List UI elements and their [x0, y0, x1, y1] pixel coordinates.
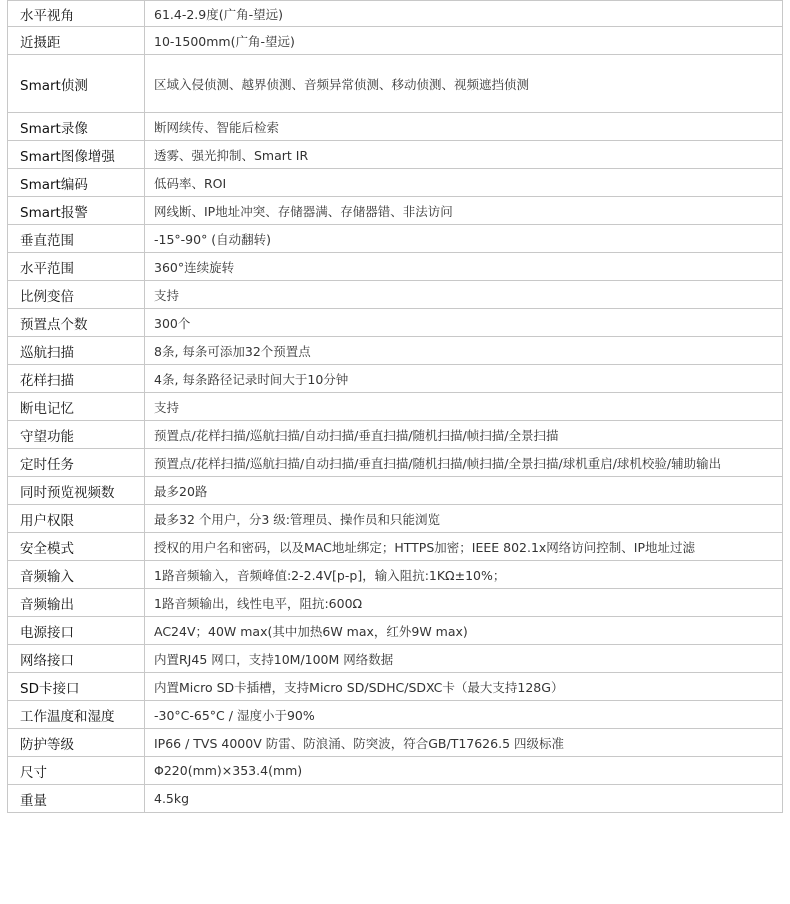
row-label: 音频输入	[8, 561, 145, 589]
row-label: 定时任务	[8, 449, 145, 477]
row-label: Smart图像增强	[8, 141, 145, 169]
row-value: 8条, 每条可添加32个预置点	[145, 337, 783, 365]
row-label: 尺寸	[8, 757, 145, 785]
row-value: 最多20路	[145, 477, 783, 505]
table-row	[8, 505, 783, 533]
table-row	[8, 141, 783, 169]
table-row	[8, 701, 783, 729]
table-row	[8, 113, 783, 141]
table-row	[8, 421, 783, 449]
row-value: 透雾、强光抑制、Smart IR	[145, 141, 783, 169]
table-row	[8, 309, 783, 337]
row-value: 最多32 个用户，分3 级:管理员、操作员和只能浏览	[145, 505, 783, 533]
table-row	[8, 365, 783, 393]
table-row	[8, 645, 783, 673]
row-label: 断电记忆	[8, 393, 145, 421]
row-label: 预置点个数	[8, 309, 145, 337]
row-value: -30°C-65°C / 湿度小于90%	[145, 701, 783, 729]
row-label: 水平视角	[8, 1, 145, 27]
row-label: 音频输出	[8, 589, 145, 617]
row-label: Smart编码	[8, 169, 145, 197]
row-label: 防护等级	[8, 729, 145, 757]
row-value: 300个	[145, 309, 783, 337]
table-row	[8, 729, 783, 757]
row-label: 巡航扫描	[8, 337, 145, 365]
row-label: 安全模式	[8, 533, 145, 561]
row-value: AC24V；40W max(其中加热6W max，红外9W max)	[145, 617, 783, 645]
row-value: 1路音频输出，线性电平，阻抗:600Ω	[145, 589, 783, 617]
row-value: IP66 / TVS 4000V 防雷、防浪涌、防突波，符合GB/T17626.5 四级标准	[145, 729, 783, 757]
row-value: 360°连续旋转	[145, 253, 783, 281]
row-label: 守望功能	[8, 421, 145, 449]
row-value: 4条, 每条路径记录时间大于10分钟	[145, 365, 783, 393]
row-value: 预置点/花样扫描/巡航扫描/自动扫描/垂直扫描/随机扫描/帧扫描/全景扫描/球机重启/球机校验/辅助输出	[145, 449, 783, 477]
row-label: 花样扫描	[8, 365, 145, 393]
row-value: 授权的用户名和密码，以及MAC地址绑定；HTTPS加密；IEEE 802.1x网络访问控制、IP地址过滤	[145, 533, 783, 561]
row-value: -15°-90° (自动翻转)	[145, 225, 783, 253]
table-row	[8, 757, 783, 785]
table-row	[8, 477, 783, 505]
table-row	[8, 225, 783, 253]
row-label: 比例变倍	[8, 281, 145, 309]
row-value: 区域入侵侦测、越界侦测、音频异常侦测、移动侦测、视频遮挡侦测	[145, 55, 783, 113]
table-row	[8, 253, 783, 281]
table-row	[8, 27, 783, 55]
row-label: 用户权限	[8, 505, 145, 533]
table-row	[8, 589, 783, 617]
row-label: 近摄距	[8, 27, 145, 55]
row-value: 内置Micro SD卡插槽，支持Micro SD/SDHC/SDXC卡（最大支持128G）	[145, 673, 783, 701]
row-value: 内置RJ45 网口，支持10M/100M 网络数据	[145, 645, 783, 673]
table-row	[8, 55, 783, 113]
table-row	[8, 561, 783, 589]
row-label: Smart侦测	[8, 55, 145, 113]
row-value: 61.4-2.9度(广角-望远)	[145, 1, 783, 27]
row-value: Φ220(mm)×353.4(mm)	[145, 757, 783, 785]
table-row	[8, 617, 783, 645]
table-row	[8, 533, 783, 561]
row-label: SD卡接口	[8, 673, 145, 701]
table-row	[8, 337, 783, 365]
table-row	[8, 169, 783, 197]
table-row	[8, 1, 783, 27]
table-row	[8, 197, 783, 225]
row-value: 10-1500mm(广角-望远)	[145, 27, 783, 55]
row-label: Smart报警	[8, 197, 145, 225]
table-row	[8, 281, 783, 309]
row-label: 工作温度和湿度	[8, 701, 145, 729]
row-label: 水平范围	[8, 253, 145, 281]
spec-table-body	[8, 1, 783, 813]
row-label: Smart录像	[8, 113, 145, 141]
row-value: 网线断、IP地址冲突、存储器满、存储器错、非法访问	[145, 197, 783, 225]
row-value: 1路音频输入，音频峰值:2-2.4V[p-p]，输入阻抗:1KΩ±10%；	[145, 561, 783, 589]
table-row	[8, 393, 783, 421]
row-value: 支持	[145, 393, 783, 421]
row-label: 同时预览视频数	[8, 477, 145, 505]
row-label: 电源接口	[8, 617, 145, 645]
table-row	[8, 673, 783, 701]
spec-table	[7, 0, 783, 813]
row-value: 断网续传、智能后检索	[145, 113, 783, 141]
row-value: 支持	[145, 281, 783, 309]
row-value: 预置点/花样扫描/巡航扫描/自动扫描/垂直扫描/随机扫描/帧扫描/全景扫描	[145, 421, 783, 449]
row-label: 网络接口	[8, 645, 145, 673]
table-row	[8, 785, 783, 813]
row-value: 低码率、ROI	[145, 169, 783, 197]
row-label: 垂直范围	[8, 225, 145, 253]
table-row	[8, 449, 783, 477]
row-label: 重量	[8, 785, 145, 813]
row-value: 4.5kg	[145, 785, 783, 813]
